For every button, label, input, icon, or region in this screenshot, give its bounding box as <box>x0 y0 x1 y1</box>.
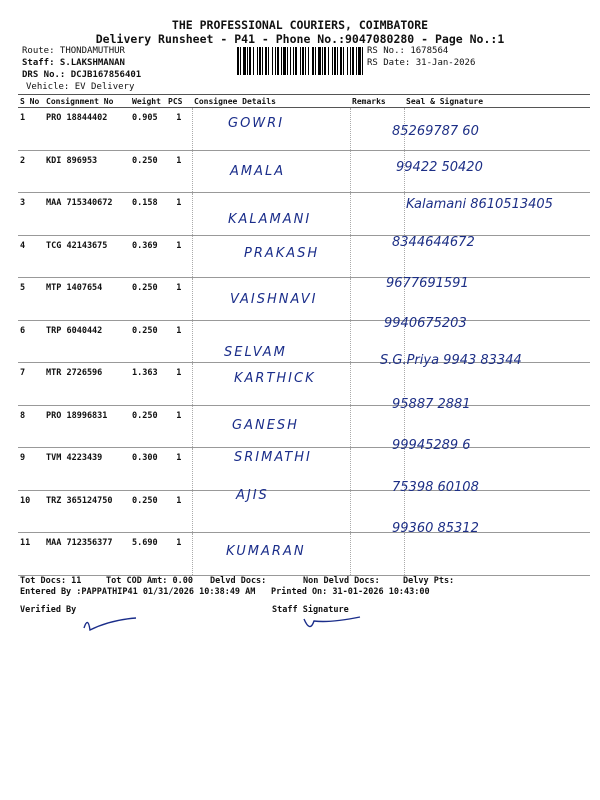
col-pcs: PCS <box>166 95 192 108</box>
signature-with-phone: S.G.Priya 9943 83344 <box>380 353 522 368</box>
col-weight: Weight <box>130 95 166 108</box>
row-pcs: 1 <box>166 193 192 236</box>
row-consignment-no: PRO 18844402 <box>44 108 130 151</box>
row-consignment-no: KDI 896953 <box>44 150 130 193</box>
barcode-bar <box>275 47 276 75</box>
row-pcs: 1 <box>166 278 192 321</box>
row-sno: 7 <box>18 363 44 406</box>
row-consignment-no: TCG 42143675 <box>44 235 130 278</box>
rs-number: RS No.: 1678564 <box>367 46 449 56</box>
signature-with-phone: 95887 2881 <box>392 396 471 412</box>
row-weight: 0.250 <box>130 405 166 448</box>
barcode-bar <box>352 47 354 75</box>
row-consignment-no: MTP 1407654 <box>44 278 130 321</box>
row-consignment-no: TVM 4223439 <box>44 448 130 491</box>
row-sno: 5 <box>18 278 44 321</box>
row-weight: 0.250 <box>130 150 166 193</box>
row-remarks-cell <box>350 193 404 236</box>
row-consignment-no: MAA 712356377 <box>44 533 130 576</box>
row-pcs: 1 <box>166 108 192 151</box>
barcode-bar <box>340 47 342 75</box>
route-text: Route: THONDAMUTHUR <box>22 46 125 56</box>
barcode-bar <box>277 47 279 75</box>
row-weight: 0.158 <box>130 193 166 236</box>
handwritten-consignee-name: AMALA <box>230 163 286 179</box>
row-weight: 0.905 <box>130 108 166 151</box>
row-consignment-no: MTR 2726596 <box>44 363 130 406</box>
col-consignment: Consignment No <box>44 95 130 108</box>
row-weight: 0.369 <box>130 235 166 278</box>
company-title: THE PROFESSIONAL COURIERS, COIMBATORE <box>171 18 429 32</box>
table-row <box>18 533 590 576</box>
barcode-bar <box>272 47 273 75</box>
row-pcs: 1 <box>166 405 192 448</box>
barcode-bar <box>312 47 314 75</box>
row-consignee-cell <box>192 448 350 491</box>
barcode-bar <box>332 47 333 75</box>
barcode-bar <box>356 47 357 75</box>
printed-on: Printed On: 31-01-2026 10:43:00 <box>271 587 430 597</box>
row-consignment-no: MAA 715340672 <box>44 193 130 236</box>
row-weight: 0.250 <box>130 320 166 363</box>
row-pcs: 1 <box>166 533 192 576</box>
barcode-bar <box>247 47 248 75</box>
handwritten-consignee-name: PRAKASH <box>244 245 320 261</box>
row-sno: 9 <box>18 448 44 491</box>
barcode-bar <box>324 47 326 75</box>
barcode-bar <box>240 47 241 75</box>
barcode-bar <box>243 47 246 75</box>
barcode-bar <box>343 47 344 75</box>
delvd-docs: Delvd Docs: <box>210 576 267 586</box>
barcode-bar <box>253 47 254 75</box>
row-sno: 10 <box>18 490 44 533</box>
handwritten-consignee-name: SELVAM <box>224 344 287 360</box>
row-weight: 0.250 <box>130 490 166 533</box>
handwritten-consignee-name: VAISHNAVI <box>230 292 318 307</box>
signature-with-phone: 99945289 6 <box>392 438 471 453</box>
row-sno: 2 <box>18 150 44 193</box>
row-consignee-cell <box>192 533 350 576</box>
row-sno: 3 <box>18 193 44 236</box>
barcode-bar <box>268 47 269 75</box>
row-seal-cell <box>404 533 590 576</box>
barcode-bar <box>287 47 288 75</box>
signature-with-phone: 99422 50420 <box>396 159 483 175</box>
handwritten-consignee-name: KARTHICK <box>234 371 316 386</box>
col-remarks: Remarks <box>350 95 404 108</box>
handwritten-consignee-name: GOWRI <box>228 116 285 131</box>
row-consignee-cell <box>192 108 350 151</box>
delvy-pts: Delvy Pts: <box>403 576 455 586</box>
row-weight: 5.690 <box>130 533 166 576</box>
rs-date: RS Date: 31-Jan-2026 <box>367 58 476 68</box>
row-weight: 0.250 <box>130 278 166 321</box>
row-consignee-cell <box>192 320 350 363</box>
vehicle-text: Vehicle: EV Delivery <box>26 82 135 92</box>
barcode-bar <box>334 47 336 75</box>
handwritten-consignee-name: AJIS <box>236 487 269 503</box>
barcode-bar <box>328 47 329 75</box>
barcode-bar <box>347 47 348 75</box>
barcode-bar <box>262 47 263 75</box>
runsheet-subtitle: Delivery Runsheet - P41 - Phone No.:9047080280 - Page No.:1 <box>95 32 505 46</box>
row-consignee-cell <box>192 150 350 193</box>
signature-with-phone: 9677691591 <box>386 276 469 291</box>
row-consignment-no: TRZ 365124750 <box>44 490 130 533</box>
barcode-bar <box>362 47 363 75</box>
barcode-bar <box>281 47 282 75</box>
barcode-bar <box>318 47 321 75</box>
signature-with-phone: 85269787 60 <box>392 124 479 139</box>
row-pcs: 1 <box>166 363 192 406</box>
row-pcs: 1 <box>166 150 192 193</box>
col-sno: S No <box>18 95 44 108</box>
row-pcs: 1 <box>166 448 192 491</box>
signature-with-phone: Kalamani 8610513405 <box>406 197 553 212</box>
staff-text: Staff: S.LAKSHMANAN <box>22 58 125 68</box>
row-sno: 1 <box>18 108 44 151</box>
drs-number: DRS No.: DCJB167856401 <box>22 70 142 80</box>
row-sno: 11 <box>18 533 44 576</box>
barcode-bar <box>358 47 361 75</box>
barcode-bar <box>322 47 323 75</box>
barcode-bar <box>293 47 294 75</box>
barcode-bar <box>257 47 258 75</box>
row-sno: 6 <box>18 320 44 363</box>
handwritten-consignee-name: KALAMANI <box>228 212 312 227</box>
col-seal: Seal & Signature <box>404 95 590 108</box>
entered-by: Entered By :PAPPATHIP41 01/31/2026 10:38:49 AM <box>20 587 256 597</box>
row-consignee-cell <box>192 405 350 448</box>
tot-cod: Tot COD Amt: 0.00 <box>106 576 193 586</box>
staff-signature-mark <box>300 613 364 637</box>
barcode-bar <box>300 47 301 75</box>
handwritten-consignee-name: GANESH <box>232 417 299 433</box>
verified-by-label: Verified By <box>20 605 77 615</box>
verifier-signature <box>80 612 140 634</box>
handwritten-consignee-name: SRIMATHI <box>234 450 312 465</box>
row-consignee-cell <box>192 235 350 278</box>
row-pcs: 1 <box>166 320 192 363</box>
staff-signature-label: Staff Signature <box>272 605 349 615</box>
non-delvd-docs: Non Delvd Docs: <box>303 576 380 586</box>
barcode-bar <box>350 47 351 75</box>
barcode-bar <box>237 47 239 75</box>
row-consignee-cell <box>192 193 350 236</box>
barcode-bar <box>249 47 251 75</box>
row-sno: 4 <box>18 235 44 278</box>
barcode-bar <box>305 47 306 75</box>
table-header-row <box>18 95 590 108</box>
row-sno: 8 <box>18 405 44 448</box>
signature-with-phone: 75398 60108 <box>392 479 479 495</box>
row-consignee-cell <box>192 363 350 406</box>
tot-docs: Tot Docs: 11 <box>20 576 82 586</box>
signature-with-phone: 8344644672 <box>392 234 475 250</box>
barcode-bar <box>283 47 286 75</box>
row-weight: 1.363 <box>130 363 166 406</box>
barcode-bar <box>295 47 297 75</box>
row-consignment-no: PRO 18996831 <box>44 405 130 448</box>
col-consignee: Consignee Details <box>192 95 350 108</box>
handwritten-consignee-name: KUMARAN <box>226 544 306 559</box>
row-consignee-cell <box>192 278 350 321</box>
row-pcs: 1 <box>166 235 192 278</box>
barcode-bar <box>308 47 309 75</box>
barcode-bar <box>337 47 338 75</box>
barcode-bar <box>265 47 267 75</box>
barcode-image <box>237 47 363 75</box>
barcode-bar <box>290 47 291 75</box>
row-consignment-no: TRP 6040442 <box>44 320 130 363</box>
row-consignee-cell <box>192 487 350 533</box>
row-weight: 0.300 <box>130 448 166 491</box>
row-pcs: 1 <box>166 490 192 533</box>
signature-with-phone: 99360 85312 <box>392 521 479 536</box>
barcode-bar <box>259 47 261 75</box>
barcode-bar <box>302 47 304 75</box>
signature-with-phone: 9940675203 <box>384 315 467 331</box>
row-remarks-cell <box>350 533 404 576</box>
barcode-bar <box>315 47 316 75</box>
